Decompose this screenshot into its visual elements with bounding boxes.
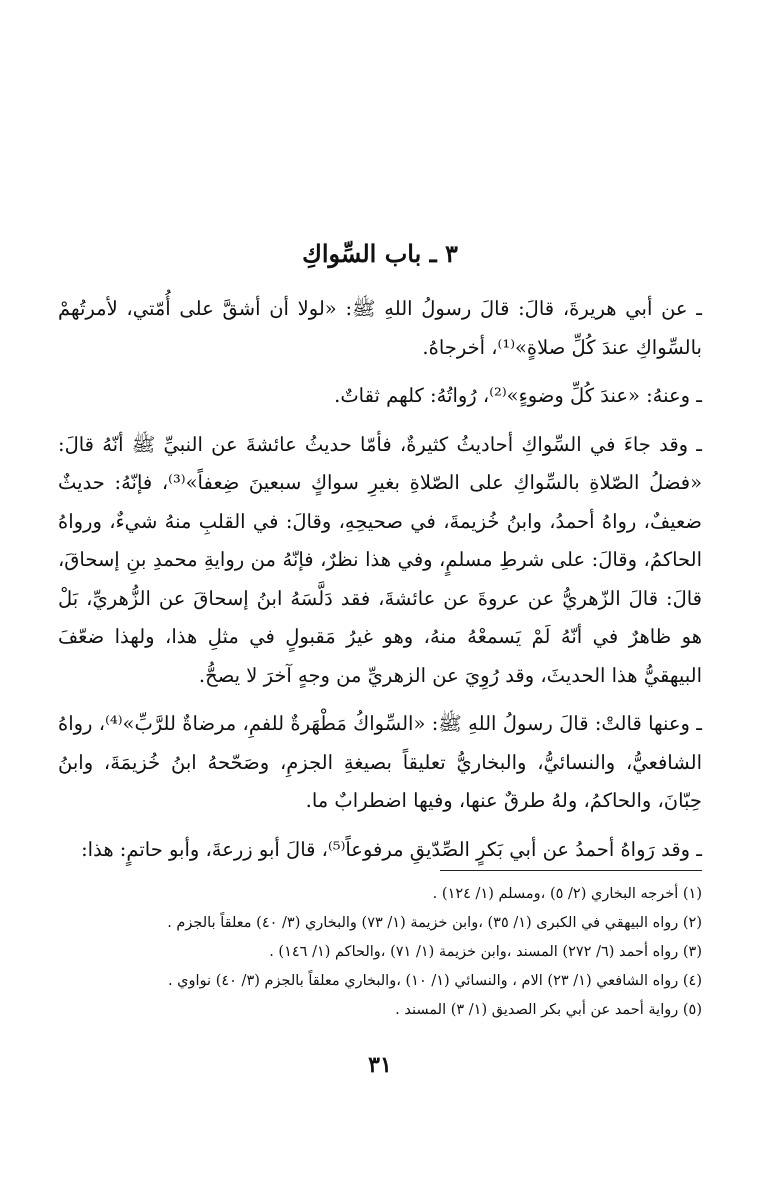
footnote-1: (١) أخرجه البخاري (٢/ ٥) ،ومسلم (١/ ١٢٤) .	[432, 886, 702, 902]
footnote-2: (٢) رواه البيهقي في الكبرى (١/ ٣٥) ،وابن خزيمة (١/ ٧٣) والبخاري (٣/ ٤٠) معلقاً بالجزم .	[167, 915, 702, 931]
paragraph-miswak-hadith: ـ عن أبي هريرةَ، قالَ: قالَ رسولُ اللهِ ﷺ: «لولا أن أشقَّ على أُمّتي، لأمرتُهمْ بالسِّواكِ عندَ كُلِّ صلاةٍ»⁽¹⁾، أخرجاهُ.	[58, 297, 702, 359]
paragraph-abu-bakr: ـ وقد رَواهُ أحمدُ عن أبي بَكرٍ الصِّدّيقِ مرفوعاً⁽⁵⁾، قالَ أبو زرعةَ، وأبو حاتمٍ: هذا:	[81, 837, 702, 861]
footnote-5: (٥) رواية أحمد عن أبي بكر الصديق (١/ ٣) المسند .	[395, 1002, 702, 1018]
footnotes	[58, 880, 702, 1025]
paragraph-aisha-hadith: ـ وقد جاءَ في السِّواكِ أحاديثُ كثيرةٌ، فأمّا حديثُ عائشةَ عن النبيِّ ﷺ أنّهُ قالَ: «فضلُ الصّلاةِ بالسِّواكِ على الصّلاةِ بغيرِ سواكٍ سبعينَ ضِعفاً»⁽³⁾، فإنّهُ: حديثٌ ضعيفٌ، رواهُ أحمدُ، وابنُ خُزيمةَ، في صحيحِهِ، وقالَ: في القلبِ منهُ شيءٌ، ورواهُ الحاكمُ، وقالَ: على شرطِ مسلمٍ، وفي هذا نظرٌ، فإنّهُ من روايةِ محمدِ بنِ إسحاقَ، قالَ: قالَ الزّهريُّ عن عروةَ عن عائشةَ، فقد دَلَّسَهُ ابنُ إسحاقَ عن الزُّهريِّ، بَلْ هو ظاهرٌ في أنّهُ لَمْ يَسمعْهُ منهُ، وهو غيرُ مَقبولٍ في مثلِ هذا، ولهذا ضعّفَ البيهقيُّ هذا الحديثَ، وقد رُوِيَ عن الزهريِّ من وجهٍ آخرَ لا يصحُّ.	[58, 432, 703, 687]
paragraph-wudu: ـ وعنهُ: «عندَ كُلِّ وضوءٍ»⁽²⁾، رُواتُهُ: كلهم ثقاتٌ.	[334, 384, 702, 407]
footnote-3: (٣) رواه أحمد (٦/ ٢٧٢) المسند ،وابن خزيمة (١/ ٧١) ،والحاكم (١/ ١٤٦) .	[269, 944, 702, 960]
footnote-4: (٤) رواه الشافعي (١/ ٢٣) الام ، والنسائي (١/ ١٠) ،والبخاري معلقاً بالجزم (٣/ ٤٠) نواوي .	[167, 973, 702, 989]
page-number: ٣١	[368, 1052, 392, 1078]
main-text	[58, 290, 702, 879]
chapter-title: ٣ ـ باب السِّواكِ	[302, 239, 458, 268]
footnote-divider	[440, 870, 702, 871]
paragraph-mathara: ـ وعنها قالتْ: قالَ رسولُ اللهِ ﷺ: «السِّواكُ مَطْهَرةٌ للفمِ، مرضاةٌ للرَّبِّ»⁽⁴⁾، رواهُ الشافعيُّ، والنسائيُّ، والبخاريُّ تعليقاً بصيغةِ الجزمِ، وصَحّحهُ ابنُ خُزيمَةَ، وابنُ حِبّانَ، والحاكمُ، ولهُ طرقٌ عنها، وفيها اضطرابٌ ما.	[58, 712, 702, 812]
